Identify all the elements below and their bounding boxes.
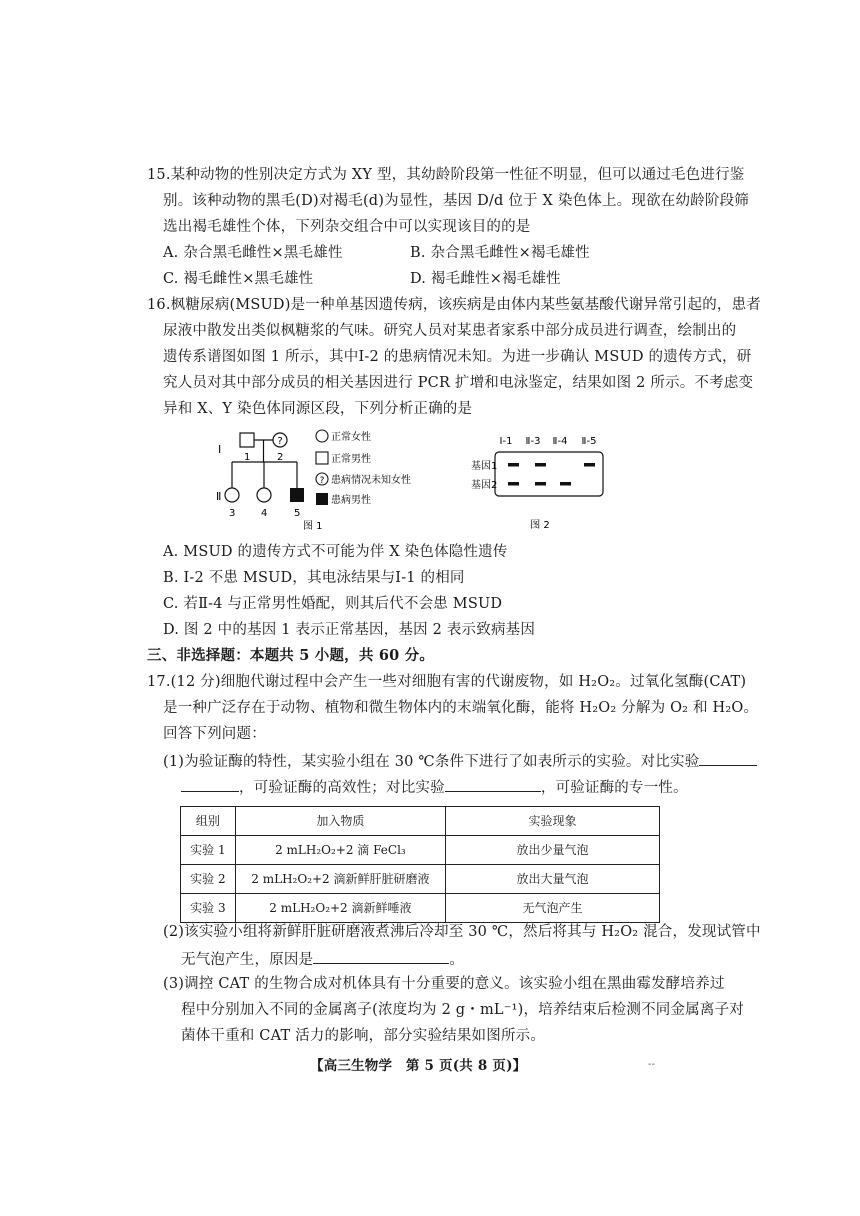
page-footer: 【高三生物学 第 5 页(共 8 页)】 (310, 1058, 527, 1074)
q17-part3-line2: 程中分别加入不同的金属离子(浓度均为 2 g・mL⁻¹)，培养结束后检测不同金属离子对 (181, 1002, 744, 1018)
q17-part1-text-a: (1)为验证酶的特性，某实验小组在 30 ℃条件下进行了如表所示的实验。对比实验 (163, 754, 700, 770)
table-cell: 2 mLH₂O₂+2 滴 FeCl₃ (235, 836, 445, 865)
q17-part1-line1 (163, 753, 757, 770)
pedigree-num-2: 2 (277, 452, 284, 463)
legend-female-symbol (316, 430, 328, 442)
table-cell: 实验 2 (181, 865, 236, 894)
legend-question-mark: ? (319, 476, 325, 486)
band-gene1-ii3 (535, 463, 546, 467)
pedigree-i1-male (240, 433, 254, 447)
q17-line2: 是一种广泛存在于动物、植物和微生物体内的末端氧化酶，能将 H₂O₂ 分解为 O₂ 和 H₂O。 (163, 700, 759, 716)
q15-option-a: A. 杂合黑毛雌性×黑毛雄性 (163, 245, 343, 261)
lane-label-ii3: Ⅱ-3 (525, 436, 541, 447)
band-gene2-ii3 (535, 482, 546, 486)
answer-blank-1c[interactable] (445, 779, 541, 792)
q16-option-b: B. Ⅰ-2 不患 MSUD，其电泳结果与Ⅰ-1 的相同 (163, 570, 465, 586)
q15-option-d: D. 褐毛雌性×褐毛雄性 (410, 271, 561, 287)
q17-part2-text-c: 。 (449, 952, 465, 968)
pedigree-ii3-female (225, 488, 239, 502)
pedigree-gen2-label: Ⅱ (216, 490, 222, 503)
footer-mark: -- (648, 1059, 656, 1070)
experiment-table (180, 806, 660, 923)
q15-line2: 别。该种动物的黑毛(D)对褐毛(d)为显性，基因 D/d 位于 X 染色体上。现欲在幼龄阶段筛 (163, 193, 749, 209)
section3-heading: 三、非选择题：本题共 5 小题，共 60 分。 (147, 647, 435, 664)
q17-part1-text-b: ，可验证酶的高效性；对比实验 (239, 780, 445, 796)
band-gene1-ii5 (584, 463, 595, 467)
table-cell: 实验 3 (181, 894, 236, 923)
q17-part2-text-b: 无气泡产生，原因是 (181, 952, 314, 968)
band-gene1-i1 (508, 463, 519, 467)
q16-line5: 异和 X、Y 染色体同源区段，下列分析正确的是 (163, 401, 473, 417)
q15-option-b: B. 杂合黑毛雌性×褐毛雄性 (410, 245, 590, 261)
table-header-row (181, 807, 660, 836)
legend-normal-female: 正常女性 (331, 432, 371, 443)
pedigree-num-1: 1 (244, 452, 251, 463)
band-gene2-i1 (508, 482, 519, 486)
q17-part1-line2 (181, 779, 688, 796)
pedigree-num-4: 4 (261, 508, 268, 519)
q17-part3-line3: 菌体干重和 CAT 活力的影响，部分实验结果如图所示。 (181, 1028, 546, 1044)
table-cell: 2 mLH₂O₂+2 滴新鲜肝脏研磨液 (235, 865, 445, 894)
table-header-substance: 加入物质 (235, 807, 445, 836)
legend-affected-male: 患病男性 (331, 495, 371, 506)
table-cell: 放出大量气泡 (446, 865, 660, 894)
answer-blank-1a[interactable] (699, 753, 757, 766)
q16-line1: 16.枫糖尿病(MSUD)是一种单基因遗传病，该疾病是由体内某些氨基酸代谢异常引起的，患者 (147, 297, 761, 313)
figure1-caption: 图 1 (303, 521, 323, 532)
q17-part3-line1: (3)调控 CAT 的生物合成对机体具有十分重要的意义。该实验小组在黑曲霉发酵培养过 (163, 976, 725, 992)
pedigree-ii4-female (257, 488, 271, 502)
pedigree-i2-question-mark: ? (277, 436, 283, 447)
pedigree-gen1-label: Ⅰ (218, 443, 222, 456)
q16-option-d: D. 图 2 中的基因 1 表示正常基因，基因 2 表示致病基因 (163, 622, 536, 638)
pedigree-figure (200, 425, 430, 535)
q16-line4: 究人员对其中部分成员的相关基因进行 PCR 扩增和电泳鉴定，结果如图 2 所示。不考虑变 (163, 375, 754, 391)
q16-line2: 尿液中散发出类似枫糖浆的气味。研究人员对某患者家系中部分成员进行调查，绘制出的 (163, 323, 737, 339)
legend-normal-male: 正常男性 (331, 454, 371, 465)
table-row (181, 894, 660, 923)
legend-male-symbol (316, 452, 328, 464)
legend-unknown-female: 患病情况未知女性 (331, 475, 411, 486)
q16-line3: 遗传系谱图如图 1 所示，其中Ⅰ-2 的患病情况未知。为进一步确认 MSUD 的遗传方式，研 (163, 349, 752, 365)
table-header-phenomenon: 实验现象 (446, 807, 660, 836)
pedigree-ii5-affected-male (290, 488, 304, 502)
q17-line1: 17.(12 分)细胞代谢过程中会产生一些对细胞有害的代谢废物，如 H₂O₂。过氧化氢酶(CAT) (147, 674, 747, 690)
answer-blank-2[interactable] (313, 951, 449, 964)
table-cell: 2 mLH₂O₂+2 滴新鲜唾液 (235, 894, 445, 923)
table-row (181, 836, 660, 865)
gene1-label: 基因1 (471, 461, 498, 472)
lane-label-ii4: Ⅱ-4 (552, 436, 568, 447)
table-row (181, 865, 660, 894)
gene2-label: 基因2 (471, 480, 498, 491)
q15-option-c: C. 褐毛雌性×黑毛雄性 (163, 271, 314, 287)
pedigree-num-3: 3 (229, 508, 236, 519)
legend-affected-symbol (316, 493, 328, 505)
table-cell: 实验 1 (181, 836, 236, 865)
q15-line1: 15.某种动物的性别决定方式为 XY 型，其幼龄阶段第一性征不明显，但可以通过毛色进行鉴 (147, 167, 745, 183)
q16-option-c: C. 若Ⅱ-4 与正常男性婚配，则其后代不会患 MSUD (163, 596, 503, 612)
q17-part2-line2 (181, 951, 464, 968)
q17-part1-text-c: ，可验证酶的专一性。 (540, 780, 688, 796)
electrophoresis-figure (465, 432, 615, 537)
band-gene2-ii4 (560, 482, 571, 486)
answer-blank-1b[interactable] (181, 779, 239, 792)
lane-label-i1: Ⅰ-1 (499, 436, 513, 447)
q17-part2-line1: (2)该实验小组将新鲜肝脏研磨液煮沸后冷却至 30 ℃，然后将其与 H₂O₂ 混合，发现试管中 (163, 924, 761, 940)
q15-line3: 选出褐毛雄性个体，下列杂交组合中可以实现该目的的是 (163, 219, 531, 235)
pedigree-num-5: 5 (294, 508, 301, 519)
figure2-caption: 图 2 (530, 520, 550, 531)
q16-option-a: A. MSUD 的遗传方式不可能为伴 X 染色体隐性遗传 (163, 544, 508, 560)
table-header-group: 组别 (181, 807, 236, 836)
lane-label-ii5: Ⅱ-5 (581, 436, 597, 447)
q17-line3: 回答下列问题： (163, 726, 266, 742)
gel-frame (495, 452, 603, 496)
table-cell: 无气泡产生 (446, 894, 660, 923)
table-cell: 放出少量气泡 (446, 836, 660, 865)
